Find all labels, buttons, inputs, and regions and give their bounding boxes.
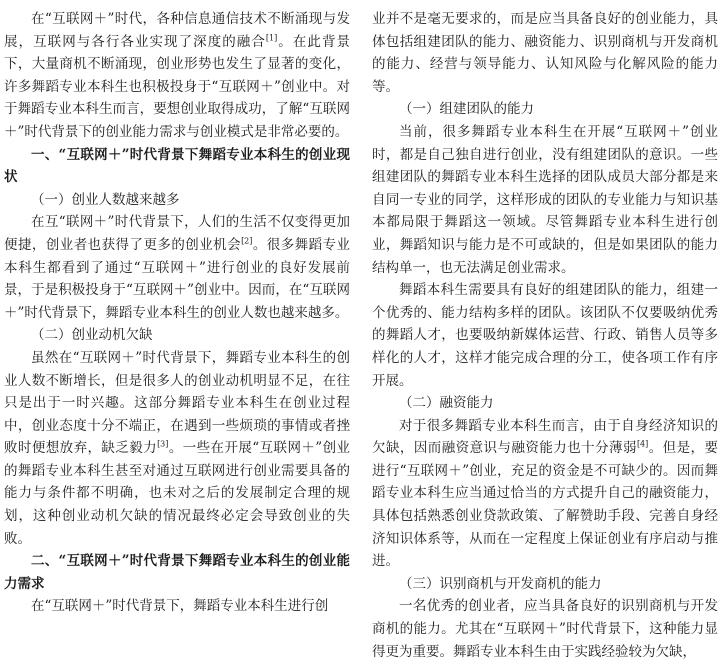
- paragraph-text-tail: 。一些在开展“互联网＋”创业的舞蹈专业本科生甚至对通过互联网进行创业需要具备的能力与条件都不明确，也未对之后的发展制定合理的规划，这种创业动机欠缺的情况最终必定会导致创业的失败。: [4, 440, 351, 547]
- paragraph-text: 一名优秀的创业者，应当具备良好的识别商机与开发商机的能力。尤其在“互联网＋”时代背景下，这种能力显得更为重要。舞蹈专业本科生由于实践经验较为欠缺，: [372, 598, 718, 660]
- paragraph: [372, 415, 718, 573]
- paragraph: [372, 121, 718, 279]
- paragraph-text: 在“互联网＋”时代背景下，舞蹈专业本科生进行创: [31, 598, 329, 615]
- right-column: [372, 8, 718, 663]
- citation-ref: [2]: [241, 236, 253, 246]
- paragraph-text-tail: 。很多舞蹈专业本科生都看到了通过“互联网＋”进行创业的良好发展前景，于是积极投身于“互联网＋”创业中。因而，在“互联网＋”时代背景下，舞蹈专业本科生的创业人数也越来越多。: [4, 236, 351, 321]
- paragraph-text: 舞蹈本科生需要具有良好的组建团队的能力，组建一个优秀的、能力结构多样的团队。该团队不仅要吸纳优秀的舞蹈人才，也要吸纳新媒体运营、行政、销售人员等多样化的人才，这样才能完成合理的分工，使各项工作有序开展。: [372, 282, 718, 389]
- paragraph-text-tail: 。但是，要进行“互联网＋”创业，充足的资金是不可缺少的。因而舞蹈专业本科生应当通过恰当的方式提升自己的融资能力，具体包括熟悉创业贷款政策、了解赞助手段、完善自身经济知识体系等，从而在一定程度上保证创业有序启动与推进。: [372, 440, 719, 570]
- paragraph-text-tail: 。在此背景下，大量商机不断涌现，创业形势也发生了显著的变化，许多舞蹈专业本科生也积极投身于“互联网＋”创业中。对于舞蹈专业本科生而言，要想创业取得成功，了解“互联网＋”时代背景下的创业能力需求与创业模式是非常必要的。: [4, 33, 351, 140]
- section-heading: [4, 144, 350, 189]
- paragraph: [4, 211, 350, 324]
- citation-ref: [1]: [265, 33, 278, 43]
- paragraph-text: （二）创业动机欠缺: [31, 327, 153, 344]
- paragraph: [4, 8, 350, 144]
- subsection-heading: [372, 98, 718, 121]
- paragraph-text: （三）识别商机与开发商机的能力: [399, 575, 602, 592]
- paragraph-text: （一）组建团队的能力: [399, 101, 534, 118]
- subsection-heading: [4, 189, 350, 212]
- paragraph-text: 在互“联网＋”时代背景下，人们的生活不仅变得更加便捷，创业者也获得了更多的创业机会: [4, 214, 350, 253]
- paragraph-text: （二）融资能力: [399, 395, 494, 412]
- left-column: [4, 8, 350, 618]
- paragraph: [4, 347, 350, 550]
- subsection-heading: [372, 573, 718, 596]
- paragraph-continued: [372, 8, 718, 98]
- paragraph-text: 一、“互联网＋”时代背景下舞蹈专业本科生的创业现状: [4, 146, 350, 186]
- paragraph-text: 虽然在“互联网＋”时代背景下，舞蹈专业本科生的创业人数不断增长，但是很多人的创业动机明显不足，在往只是出于一时兴趣。这部分舞蹈专业本科生在创业过程中，创业态度十分不端正，在遇到一些烦琐的事情或者挫败时便想放弃，缺乏毅力: [4, 349, 350, 457]
- paragraph-text: 当前，很多舞蹈专业本科生在开展“互联网＋”创业时，都是自己独自进行创业，没有组建团队的意识。一些组建团队的舞蹈专业本科生选择的团队成员大部分都是来自同一专业的同学，这样形成的团队的专业能力与知识基本都局限于舞蹈这一领域。尽管舞蹈专业本科生进行创业，舞蹈知识与能力是不可或缺的，但是如果团队的能力结构单一，也无法满足创业需求。: [372, 123, 718, 276]
- paragraph-text: 业并不是毫无要求的，而是应当具备良好的创业能力，具体包括组建团队的能力、融资能力、识别商机与开发商机的能力、经营与领导能力、认知风险与化解风险的能力等。: [372, 11, 718, 95]
- paragraph-text: 在“互联网＋”时代，各种信息通信技术不断涌现与发展，互联网与各行各业实现了深度的融合: [4, 11, 350, 50]
- subsection-heading: [372, 392, 718, 415]
- paragraph: [372, 279, 718, 392]
- citation-ref: [3]: [157, 439, 169, 449]
- subsection-heading: [4, 324, 350, 347]
- paragraph: [372, 595, 718, 663]
- paragraph: [4, 595, 350, 618]
- paragraph-text: 二、“互联网＋”时代背景下舞蹈专业本科生的创业能力需求: [4, 553, 350, 592]
- citation-ref: [4]: [636, 439, 649, 449]
- section-heading: [4, 550, 350, 595]
- paragraph-text: 对于很多舞蹈专业本科生而言，由于自身经济知识的欠缺，因而融资意识与融资能力也十分薄弱: [372, 417, 718, 457]
- paragraph-text: （一）创业人数越来越多: [31, 191, 180, 208]
